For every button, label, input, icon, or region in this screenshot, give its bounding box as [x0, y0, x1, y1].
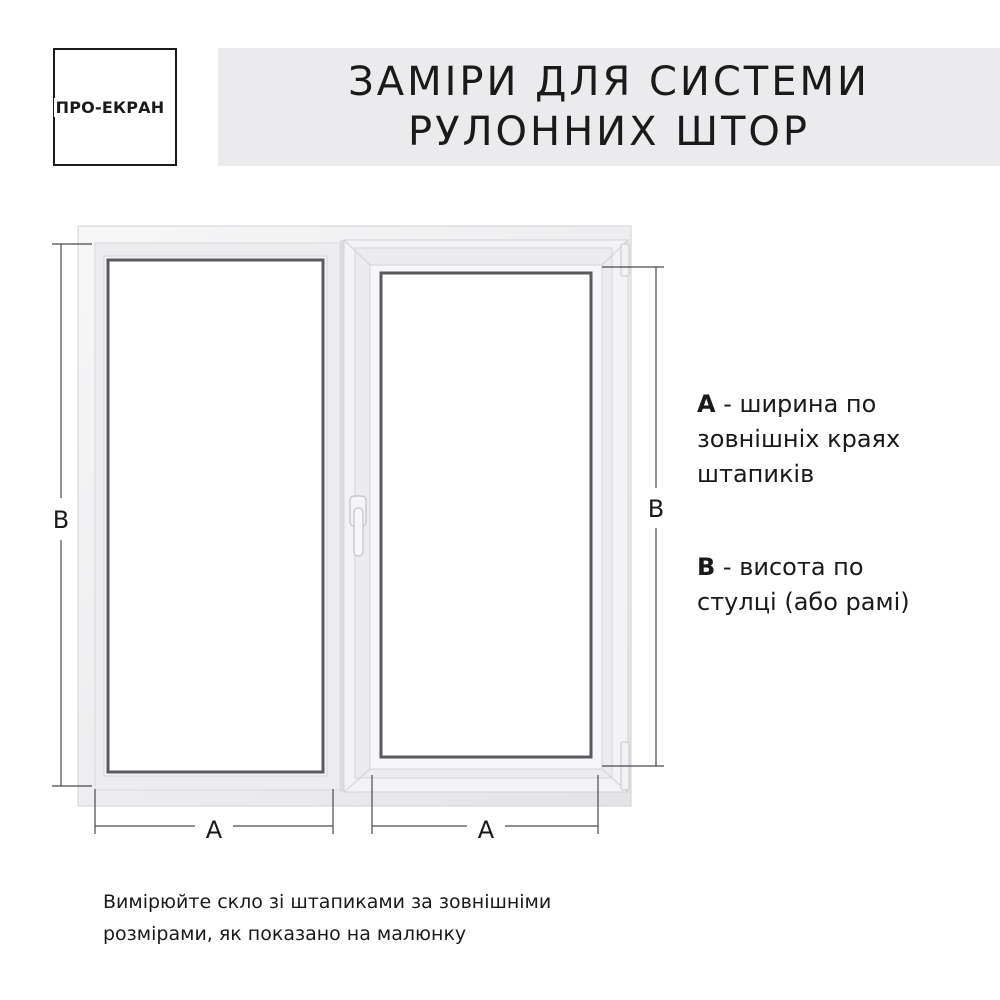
title-line-1: ЗАМІРИ ДЛЯ СИСТЕМИ: [348, 59, 870, 105]
footer-note: [103, 886, 551, 950]
footer-line-2: розмірами, як показано на малюнку: [103, 923, 467, 945]
legend-height-key: B: [697, 553, 716, 581]
footer-line-1: Вимірюйте скло зі штапиками за зовнішніми: [103, 891, 552, 913]
left-fixed-pane: [104, 256, 327, 776]
title-line-2: РУЛОННИХ ШТОР: [407, 109, 811, 155]
right-sash: [344, 240, 628, 792]
right-width-label: A: [477, 816, 495, 844]
legend-width: [697, 387, 900, 492]
legend-width-key: A: [697, 390, 716, 418]
legend-width-text-1: - ширина по: [715, 390, 877, 418]
left-height-label: B: [52, 506, 70, 534]
left-width-label: A: [205, 816, 223, 844]
legend-height-line-1: [697, 550, 910, 585]
legend-width-line-1: [697, 387, 900, 422]
right-height-label: B: [647, 495, 665, 523]
top-hinge: [621, 244, 629, 276]
legend-width-line-2: зовнішніх краях: [697, 425, 901, 453]
brand-logo-text: ПРО-ЕКРАН: [55, 97, 165, 117]
legend-height-text-1: - висота по: [715, 553, 864, 581]
legend-height-line-2: стулці (або рамі): [697, 588, 910, 616]
legend-height: [697, 550, 910, 620]
legend-width-line-3: штапиків: [697, 460, 815, 488]
